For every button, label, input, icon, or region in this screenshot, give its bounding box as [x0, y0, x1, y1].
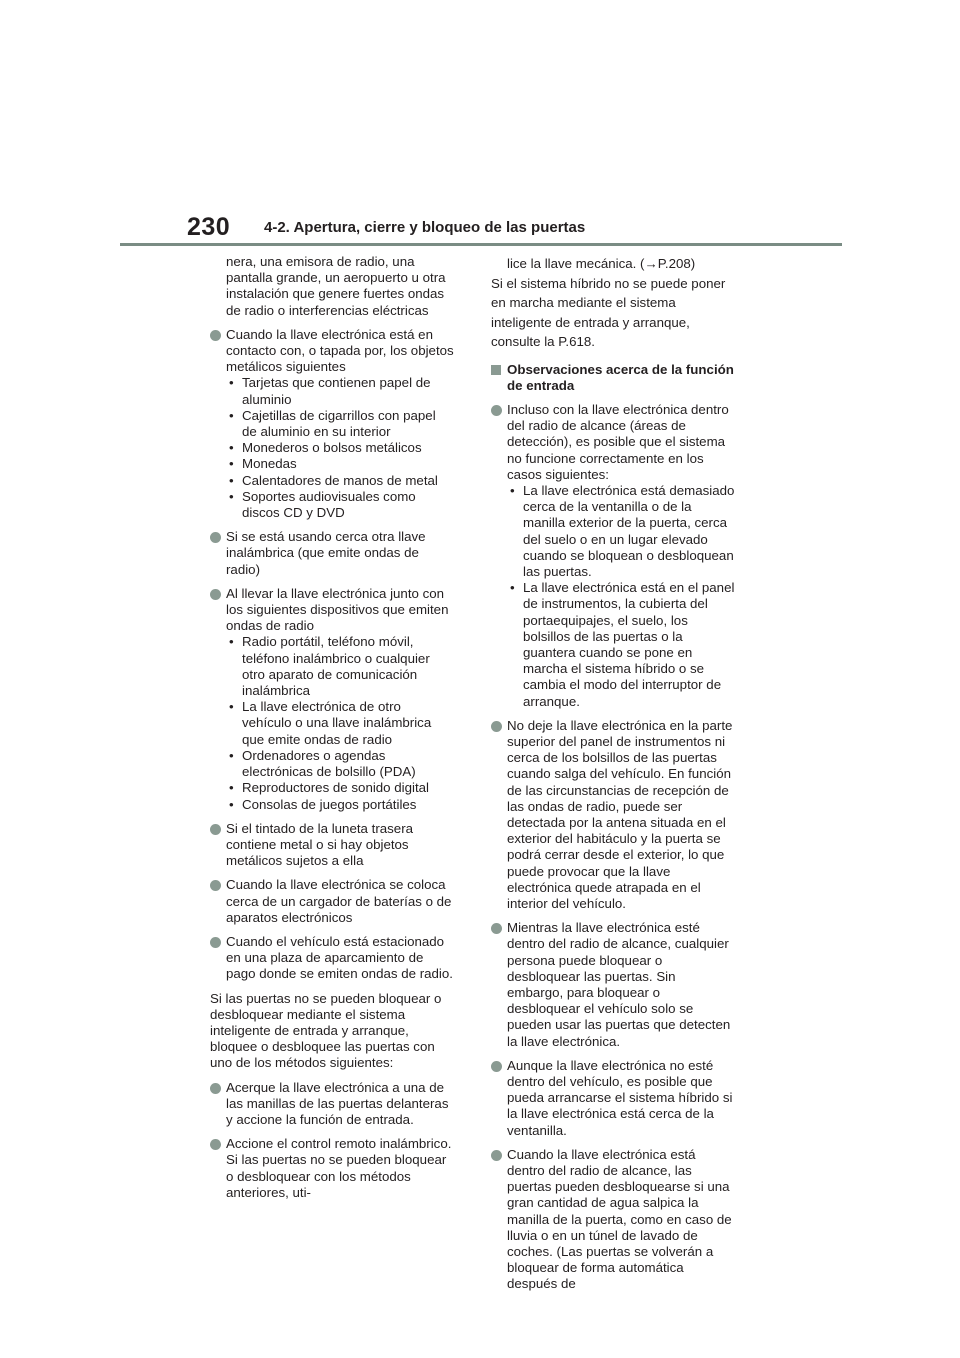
body-paragraph: Si las puertas no se pueden bloquear o desbloquear mediante el sistema inteligente de entrada y arranque, bloquee o desbloquee las puertas con uno de los métodos siguientes:: [210, 990, 442, 1071]
continuation-text: nera, una emisora de radio, una pantalla grande, un aeropuerto u otra instalación que genere fuertes ondas de radio o interferencias eléctricas: [226, 254, 446, 318]
list-item: [491, 920, 735, 1050]
sub-item: • Reproductores de sonido digital: [226, 780, 454, 796]
sub-item: • Tarjetas que contienen papel de aluminio: [226, 375, 454, 407]
item-text: Mientras la llave electrónica esté dentro del radio de alcance, cualquier persona puede bloquear o desbloquear las puertas. Sin embargo, para bloquear o desbloquear el vehículo solo se pueden usar las puertas que detecten la llave electrónica.: [507, 920, 731, 1049]
left-column: [210, 254, 454, 1209]
item-text: Cuando la llave electrónica está dentro del radio de alcance, las puertas pueden desbloquearse si una gran cantidad de agua salpica la manilla de la puerta, como en caso de lluvia o en un túnel de lavado de coches. (Las puertas se volverán a bloquear de forma automática después de: [507, 1146, 732, 1292]
item-text: Si el tintado de la luneta trasera contiene metal o si hay objetos metálicos sujetos a ella: [226, 820, 414, 869]
bullet-icon: [491, 1061, 502, 1072]
item-text: Accione el control remoto inalámbrico. Si las puertas no se pueden bloquear o desbloquear con los métodos anteriores, uti-: [226, 1136, 452, 1200]
list-item: [210, 934, 454, 983]
list-item: [210, 877, 454, 926]
item-text: Cuando la llave electrónica está en contacto con, o tapada por, los objetos metálicos siguientes: [226, 326, 454, 375]
heading-text: Observaciones acerca de la función de entrada: [507, 361, 734, 393]
sub-item: • La llave electrónica está en el panel de instrumentos, la cubierta del portaequipajes, el suelo, los bolsillos de las puertas o la guantera cuando se pone en marcha el sistema híbrido o se cambia el modo del interruptor de arranque.: [507, 580, 735, 710]
sub-item: • Ordenadores o agendas electrónicas de bolsillo (PDA): [226, 748, 454, 780]
sub-item: • Radio portátil, teléfono móvil, teléfono inalámbrico o cualquier otro aparato de comunicación inalámbrica: [226, 634, 454, 699]
sub-item: • Cajetillas de cigarrillos con papel de aluminio en su interior: [226, 408, 454, 440]
sub-item: • Monedas: [226, 456, 454, 472]
bullet-icon: [210, 532, 221, 543]
bullet-icon: [210, 824, 221, 835]
sub-item: • La llave electrónica está demasiado cerca de la ventanilla o de la manilla exterior de la puerta, cerca del suelo o en un lugar elevado cuando se bloquean o desbloquean las puertas.: [507, 483, 735, 580]
sub-item: • La llave electrónica de otro vehículo o una llave inalámbrica que emite ondas de radio: [226, 699, 454, 748]
square-bullet-icon: [491, 365, 501, 375]
bullet-icon: [491, 923, 502, 934]
bullet-icon: [491, 405, 502, 416]
item-text: Cuando la llave electrónica se coloca cerca de un cargador de baterías o de aparatos electrónicos: [226, 877, 452, 925]
bullet-icon: [210, 1139, 221, 1150]
bullet-icon: [210, 589, 221, 600]
item-text: Al llevar la llave electrónica junto con los siguientes dispositivos que emiten ondas de radio: [226, 585, 449, 634]
page-header: [0, 0, 960, 250]
section-title: 4-2. Apertura, cierre y bloqueo de las puertas: [264, 219, 586, 236]
page-number: 230: [187, 213, 231, 241]
list-item: [210, 1136, 454, 1201]
sub-item: • Monederos o bolsos metálicos: [226, 440, 454, 456]
item-text: No deje la llave electrónica en la parte superior del panel de instrumentos ni cerca de los bolsillos de las puertas cuando salga del vehículo. En función de las circunstancias de recepción de las ondas de radio, puede ser detectada por la antena situada en el exterior del habitáculo y la puerta se podrá cerrar desde el exterior, lo que puede provocar que la llave electrónica quede atrapada en el interior del vehículo.: [507, 717, 733, 911]
sub-item: • Calentadores de manos de metal: [226, 473, 454, 489]
header-divider: [120, 243, 842, 246]
list-item: [491, 402, 735, 710]
list-item: [210, 327, 454, 521]
list-item: [491, 1147, 735, 1293]
list-item: [491, 718, 735, 912]
bullet-icon: [210, 1083, 221, 1094]
right-column: [491, 254, 735, 1301]
list-item: [491, 1058, 735, 1139]
sub-item: • Soportes audiovisuales como discos CD y DVD: [226, 489, 454, 521]
bullet-icon: [210, 330, 221, 341]
item-text: Cuando el vehículo está estacionado en una plaza de aparcamiento de pago donde se emiten ondas de radio.: [226, 933, 453, 982]
continuation-text: lice la llave mecánica. (→P.208): [507, 256, 696, 271]
item-text: Acerque la llave electrónica a una de las manillas de las puertas delanteras y accione la función de entrada.: [226, 1079, 449, 1127]
bullet-icon: [210, 880, 221, 891]
body-paragraph: Si el sistema híbrido no se puede poner en marcha mediante el sistema inteligente de entrada y arranque, consulte la P.618.: [491, 275, 726, 349]
section-heading: [491, 362, 735, 394]
list-item: [210, 586, 454, 813]
list-item: [210, 1080, 454, 1129]
item-text: Aunque la llave electrónica no esté dentro del vehículo, es posible que pueda arrancarse el sistema híbrido si la llave electrónica está cerca de la ventanilla.: [507, 1057, 733, 1138]
item-text: Si se está usando cerca otra llave inalámbrica (que emite ondas de radio): [226, 529, 426, 577]
list-item: [210, 529, 454, 578]
bullet-icon: [210, 937, 221, 948]
bullet-icon: [491, 1150, 502, 1161]
item-text: Incluso con la llave electrónica dentro del radio de alcance (áreas de detección), es posible que el sistema no funcione correctamente en los casos siguientes:: [507, 401, 729, 482]
list-item: [210, 821, 454, 870]
bullet-icon: [491, 721, 502, 732]
sub-item: • Consolas de juegos portátiles: [226, 797, 454, 813]
